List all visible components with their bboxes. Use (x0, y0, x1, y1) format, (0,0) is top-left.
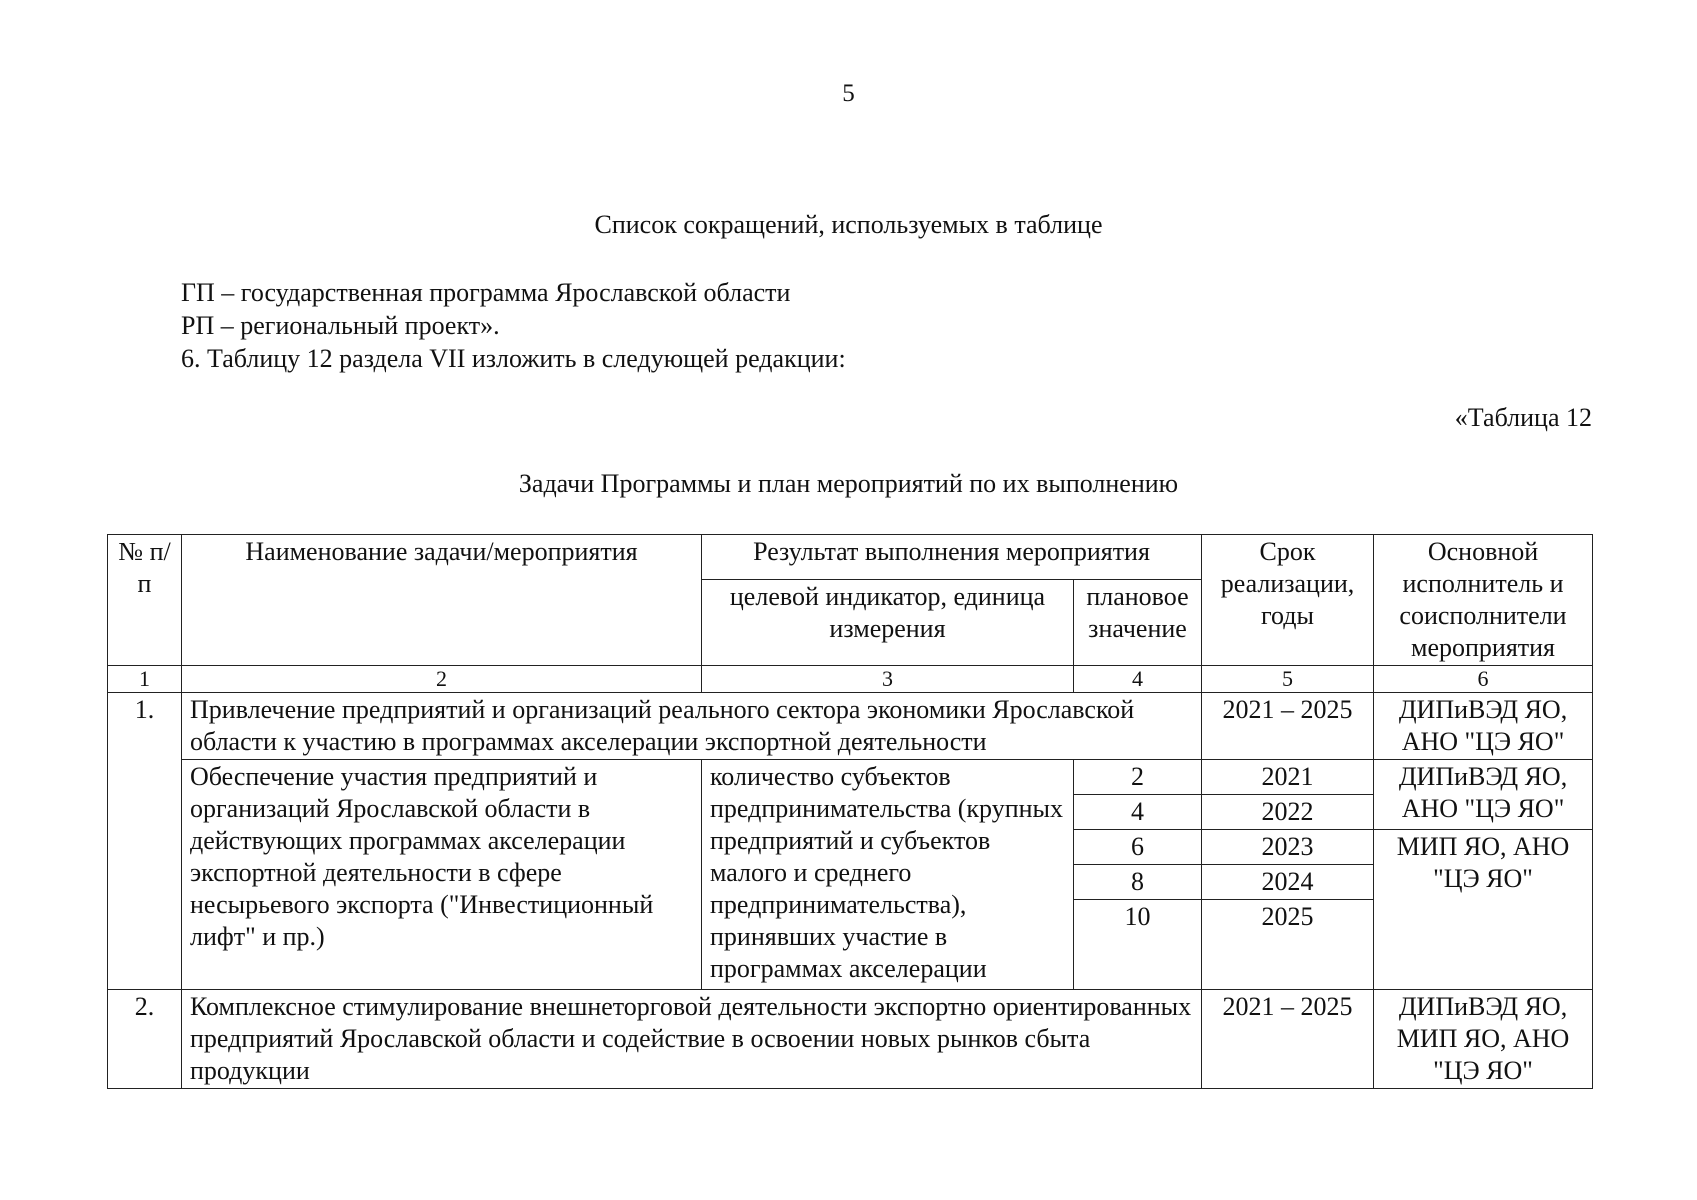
header-no: № п/п (108, 535, 182, 666)
task-executor: ДИПиВЭД ЯО, АНО "ЦЭ ЯО" (1374, 693, 1593, 760)
header-indicator: целевой индикатор, единица измерения (702, 579, 1074, 665)
task-executor: ДИПиВЭД ЯО, МИП ЯО, АНО "ЦЭ ЯО" (1374, 990, 1593, 1089)
activity-year: 2021 (1202, 760, 1374, 795)
header-name: Наименование задачи/мероприятия (182, 535, 702, 666)
plan-table (107, 534, 1593, 1089)
planned-value: 10 (1074, 900, 1202, 990)
abbreviation-line: ГП – государственная программа Ярославской области (181, 278, 791, 307)
column-number-row (108, 666, 1593, 693)
activity-executor: МИП ЯО, АНО "ЦЭ ЯО" (1374, 830, 1593, 990)
planned-value: 8 (1074, 865, 1202, 900)
task-row (108, 693, 1593, 760)
abbreviations-list (181, 276, 846, 375)
column-number: 5 (1202, 666, 1374, 693)
task-number: 1. (108, 693, 182, 990)
abbreviations-heading: Список сокращений, используемых в таблице (594, 210, 1103, 239)
activity-indicator: количество субъектов предпринимательства (крупных предприятий и субъектов малого и среднего предпринимательства), принявших участие в программах акселерации (702, 760, 1074, 990)
column-number: 3 (702, 666, 1074, 693)
column-number: 4 (1074, 666, 1202, 693)
task-term: 2021 – 2025 (1202, 990, 1374, 1089)
activity-name: Обеспечение участия предприятий и организаций Ярославской области в действующих программах акселерации экспортной деятельности в сфере несырьевого экспорта ("Инвестиционный лифт" и пр.) (182, 760, 702, 990)
abbreviation-line: РП – региональный проект». (181, 311, 500, 340)
column-number: 1 (108, 666, 182, 693)
header-result: Результат выполнения мероприятия (702, 535, 1202, 580)
activity-row (108, 760, 1593, 795)
header-executor: Основной исполнитель и соисполнители мероприятия (1374, 535, 1593, 666)
task-term: 2021 – 2025 (1202, 693, 1374, 760)
table-label: «Таблица 12 (1454, 403, 1592, 432)
planned-value: 6 (1074, 830, 1202, 865)
column-number: 6 (1374, 666, 1593, 693)
activity-executor: ДИПиВЭД ЯО, АНО "ЦЭ ЯО" (1374, 760, 1593, 830)
planned-value: 4 (1074, 795, 1202, 830)
planned-value: 2 (1074, 760, 1202, 795)
header-planned: плановое значение (1074, 579, 1202, 665)
activity-year: 2022 (1202, 795, 1374, 830)
activity-year: 2024 (1202, 865, 1374, 900)
task-number: 2. (108, 990, 182, 1089)
task-name: Комплексное стимулирование внешнеторговой деятельности экспортно ориентированных предприятий Ярославской области и содействие в освоении новых рынков сбыта продукции (182, 990, 1202, 1089)
activity-year: 2025 (1202, 900, 1374, 990)
amendment-instruction: 6. Таблицу 12 раздела VII изложить в следующей редакции: (181, 344, 846, 373)
header-term: Срок реализации, годы (1202, 535, 1374, 666)
page-number: 5 (842, 80, 855, 107)
header-row (108, 535, 1593, 580)
activity-year: 2023 (1202, 830, 1374, 865)
column-number: 2 (182, 666, 702, 693)
task-name: Привлечение предприятий и организаций реального сектора экономики Ярославской области к участию в программах акселерации экспортной деятельности (182, 693, 1202, 760)
task-row (108, 990, 1593, 1089)
table-title: Задачи Программы и план мероприятий по их выполнению (518, 469, 1179, 498)
